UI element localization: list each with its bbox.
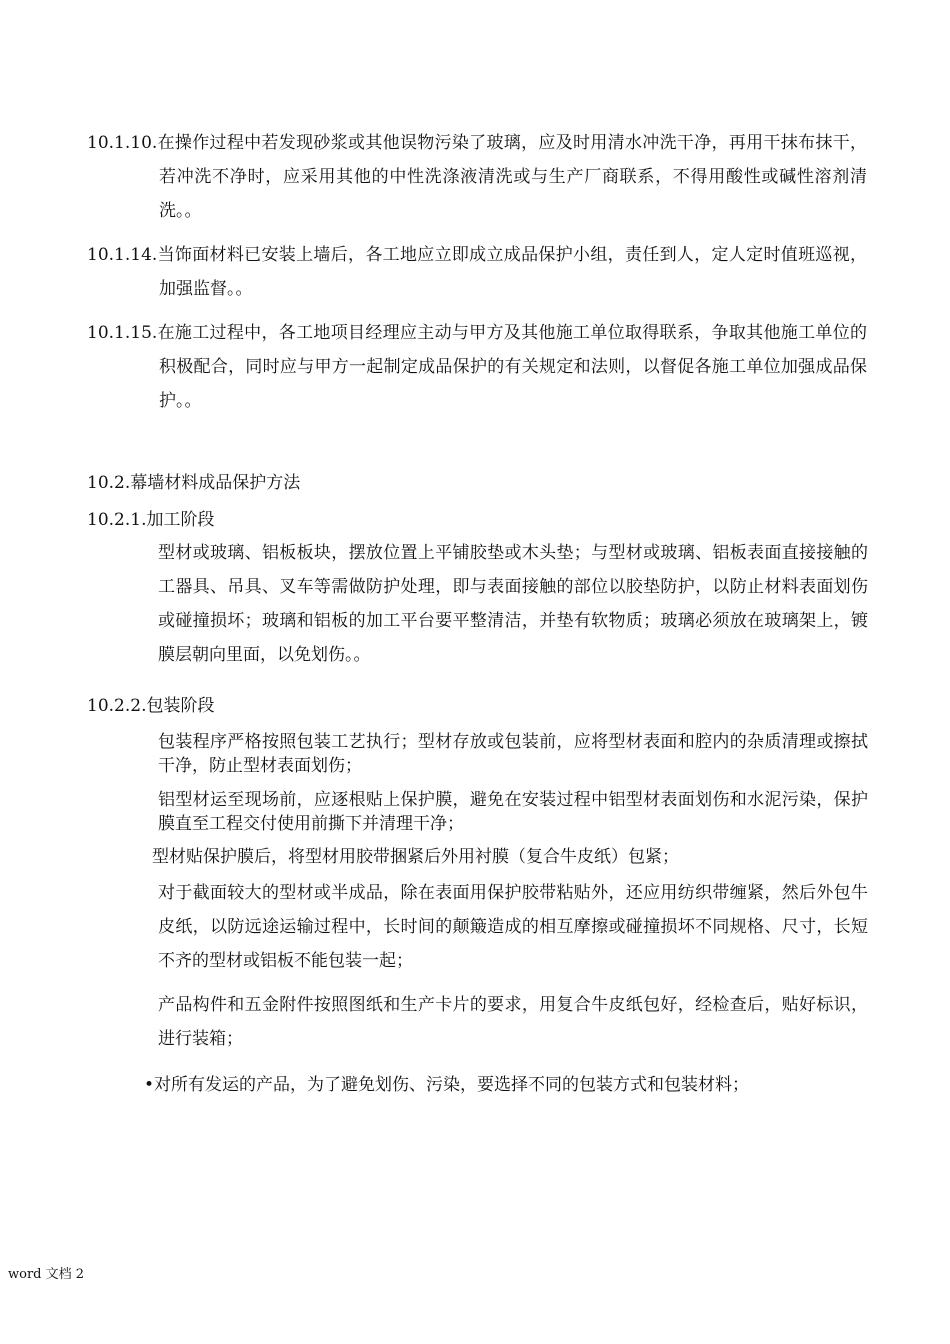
- subsection-heading-packaging: 10.2.2.包装阶段: [87, 696, 215, 716]
- page-footer: word 文档 2: [8, 1267, 85, 1282]
- section-heading: 10.2.幕墙材料成品保护方法: [87, 473, 301, 493]
- processing-paragraph: 型材或玻璃、铝板板块，摆放位置上平铺胶垫或木头垫；与型材或玻璃、铝板表面直接接触的工器具、吊具、叉车等需做防护处理，即与表面接触的部位以胶垫防护，以防止材料表面划伤或碰撞损坏；玻璃和铝板的加工平台要平整清洁，并垫有软物质；玻璃必须放在玻璃架上，镀膜层朝向里面，以免划伤。。: [158, 543, 868, 665]
- clause-text: 在操作过程中若发现砂浆或其他误物污染了玻璃，应及时用清水冲洗干净，再用干抹布抹干，若冲洗不净时，应采用其他的中性洗涤液清洗或与生产厂商联系，不得用酸性或碱性溶剂清洗。。: [157, 133, 867, 221]
- clause-10-1-10: [87, 126, 867, 228]
- clause-text: 当饰面材料已安装上墙后，各工地应立即成立成品保护小组，责任到人，定人定时值班巡视，加强监督。。: [157, 245, 867, 299]
- clause-10-1-15: [87, 316, 867, 418]
- subsection-heading-processing: 10.2.1.加工阶段: [87, 510, 215, 530]
- packaging-paragraph: 包装程序严格按照包装工艺执行；型材存放或包装前，应将型材表面和腔内的杂质清理或擦拭干净，防止型材表面划伤；: [158, 732, 868, 776]
- clause-number: 10.1.14.: [87, 245, 158, 265]
- packaging-paragraph: 铝型材运至现场前，应逐根贴上保护膜，避免在安装过程中铝型材表面划伤和水泥污染，保护膜直至工程交付使用前撕下并清理干净；: [158, 790, 868, 834]
- clause-number: 10.1.10.: [87, 133, 158, 153]
- packaging-paragraph: 型材贴保护膜后，将型材用胶带捆紧后外用衬膜（复合牛皮纸）包紧；: [152, 847, 679, 867]
- packaging-paragraph: •对所有发运的产品，为了避免划伤、污染，要选择不同的包装方式和包装材料；: [144, 1075, 750, 1095]
- clause-10-1-14: [87, 238, 867, 306]
- clause-text: 在施工过程中，各工地项目经理应主动与甲方及其他施工单位取得联系，争取其他施工单位的积极配合，同时应与甲方一起制定成品保护的有关规定和法则，以督促各施工单位加强成品保护。。: [157, 323, 867, 411]
- clause-number: 10.1.15.: [87, 323, 158, 343]
- packaging-paragraph: 对于截面较大的型材或半成品，除在表面用保护胶带粘贴外，还应用纺织带缠紧，然后外包牛皮纸，以防远途运输过程中，长时间的颠簸造成的相互摩擦或碰撞损坏不同规格、尺寸，长短不齐的型材或铝板不能包装一起；: [158, 883, 868, 971]
- packaging-paragraph: 产品构件和五金附件按照图纸和生产卡片的要求，用复合牛皮纸包好，经检查后，贴好标识，进行装箱；: [158, 995, 868, 1049]
